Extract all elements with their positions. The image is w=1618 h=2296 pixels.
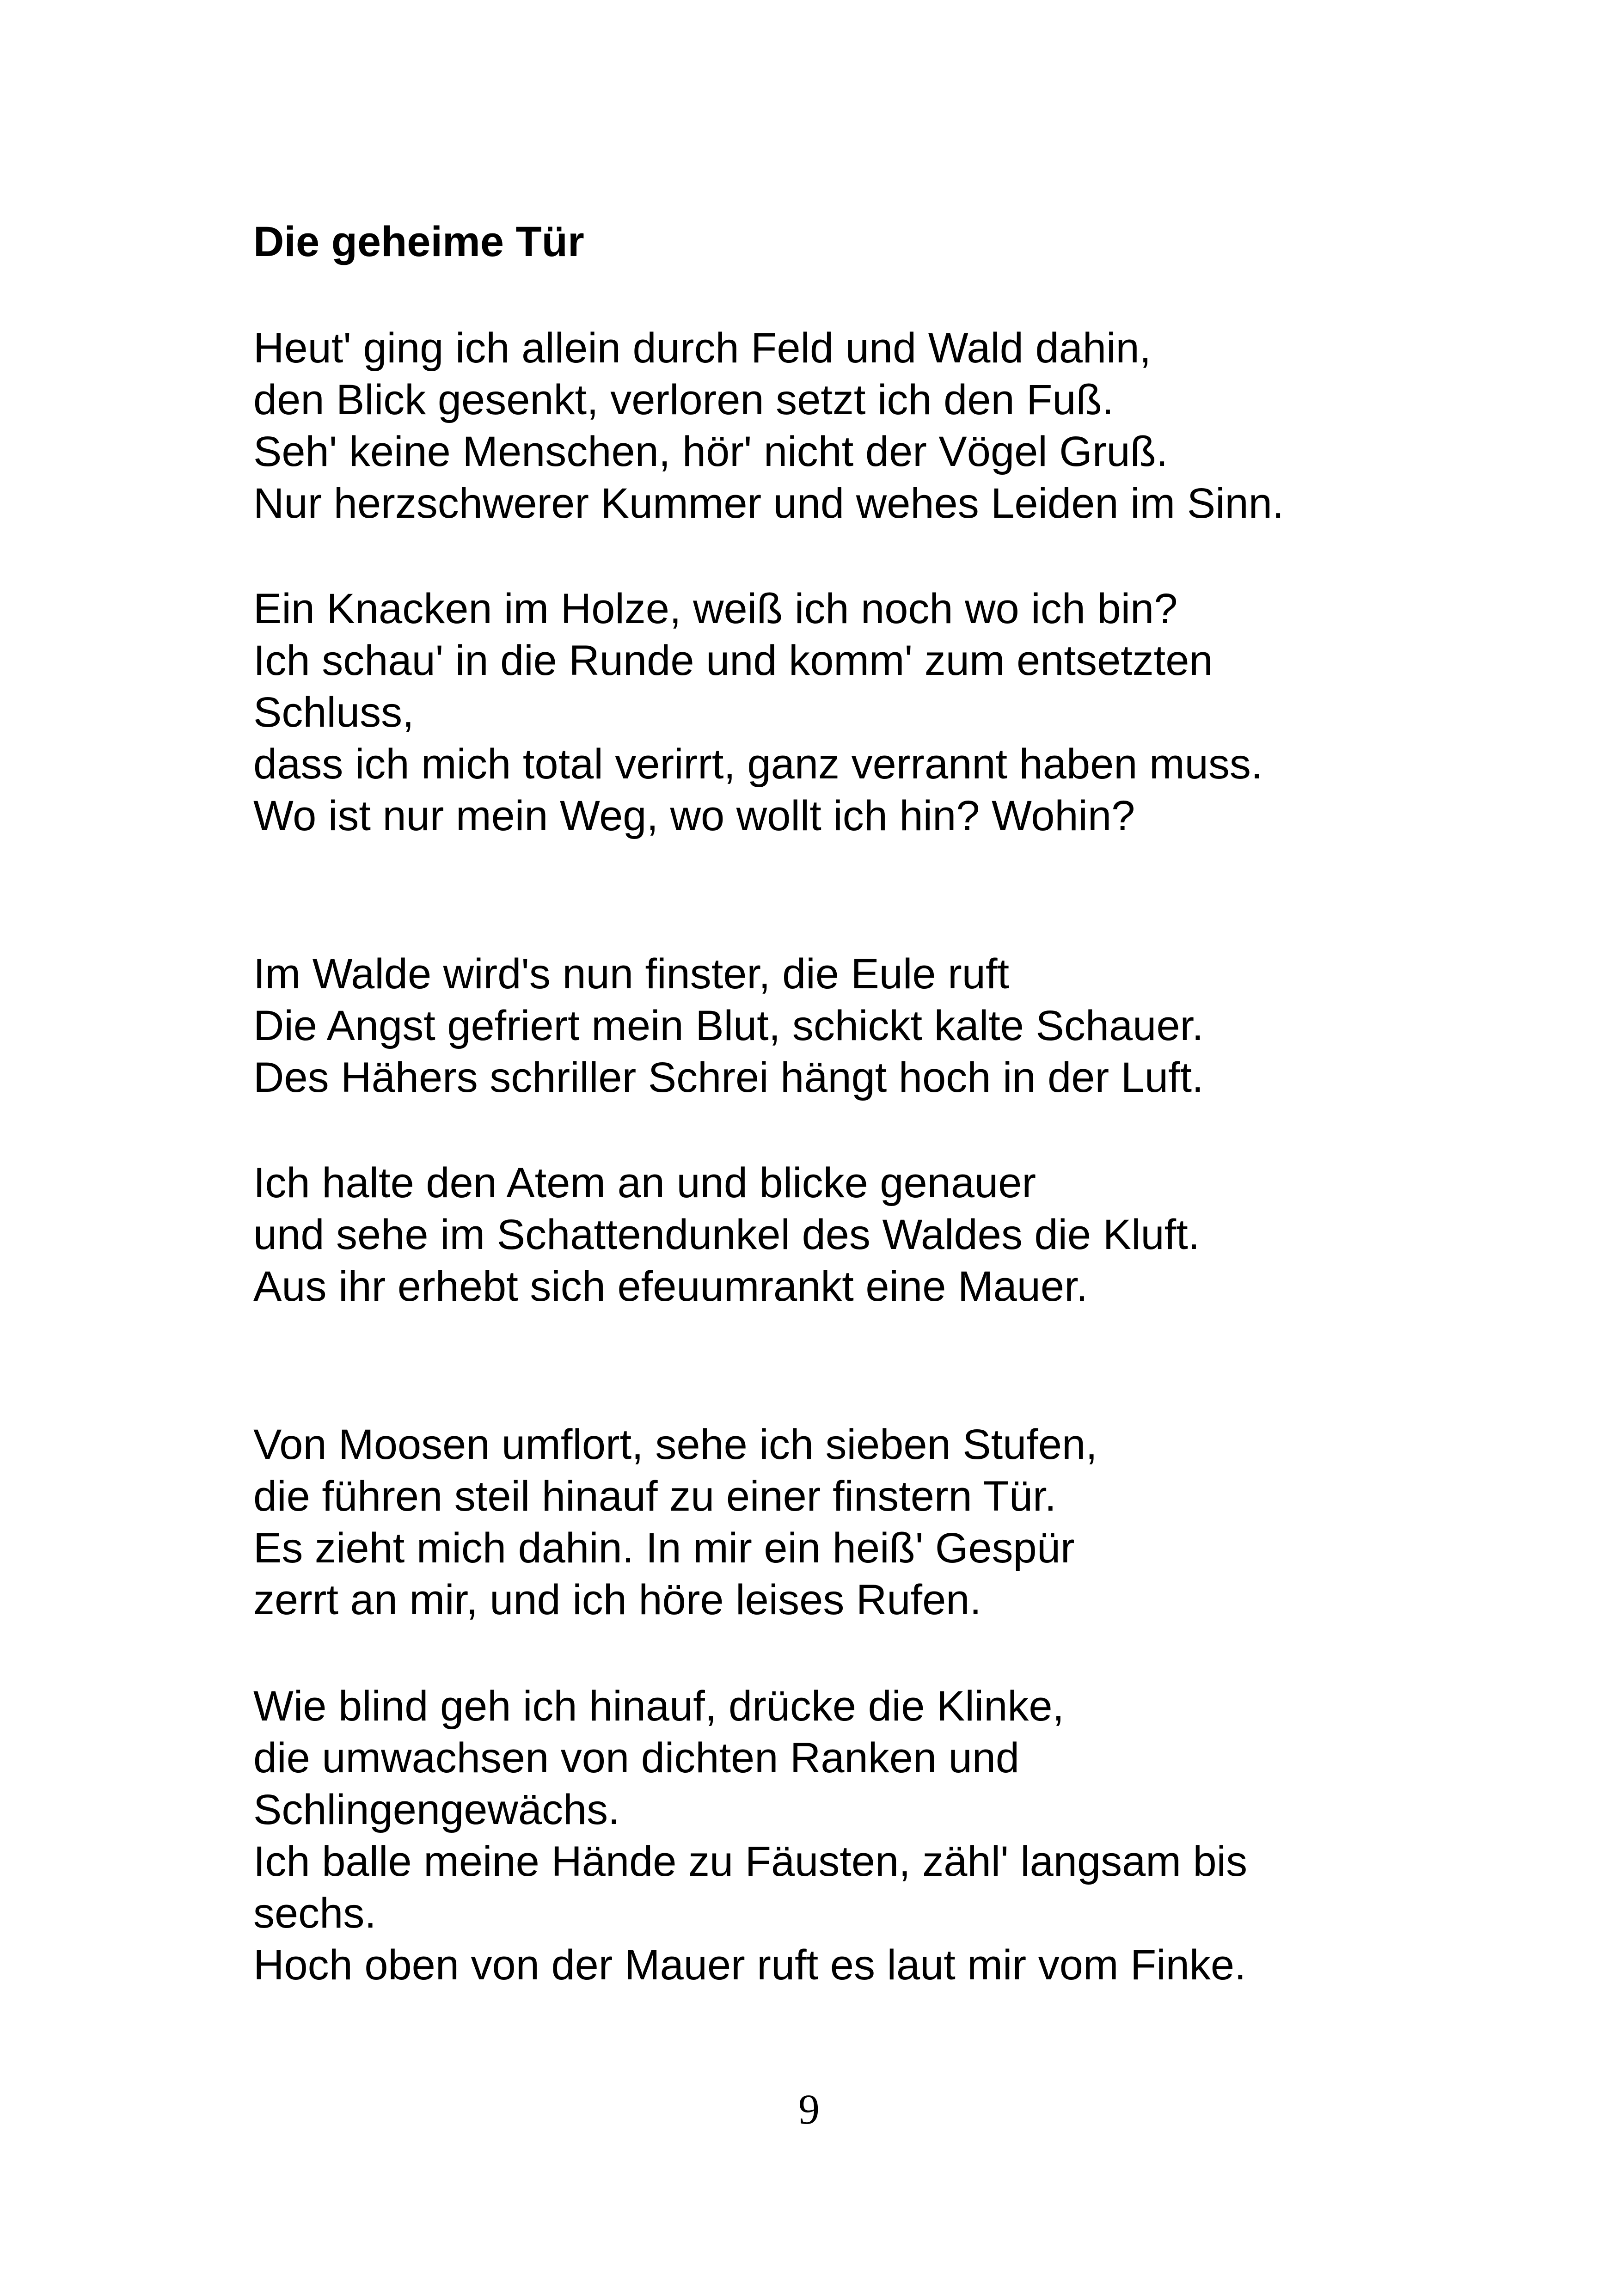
poem-line: Seh' keine Menschen, hör' nicht der Vögel Gruß. [253,428,1168,475]
poem-line: und sehe im Schattendunkel des Waldes die Kluft. [253,1211,1200,1258]
poem-title: Die geheime Tür [253,218,584,265]
poem-line: Es zieht mich dahin. In mir ein heiß' Gespür [253,1525,1075,1572]
poem-line: den Blick gesenkt, verloren setzt ich den Fuß. [253,376,1114,423]
poem-line: Die Angst gefriert mein Blut, schickt kalte Schauer. [253,1002,1204,1049]
poem-line: Wo ist nur mein Weg, wo wollt ich hin? Wohin? [253,792,1135,839]
poem-line: Hoch oben von der Mauer ruft es laut mir vom Finke. [253,1941,1246,1989]
poem-line: zerrt an mir, und ich höre leises Rufen. [253,1576,981,1623]
poem-line: Ich schau' in die Runde und komm' zum entsetzten [253,637,1213,684]
poem-line: Im Walde wird's nun finster, die Eule ruft [253,950,1010,998]
poem-line: sechs. [253,1890,376,1937]
poem-line: die führen steil hinauf zu einer finstern Tür. [253,1473,1057,1520]
poem-line: Von Moosen umflort, sehe ich sieben Stufen, [253,1421,1097,1468]
poem-line: Aus ihr erhebt sich efeuumrankt eine Mauer. [253,1263,1088,1310]
poem-line: Schlingengewächs. [253,1786,620,1833]
poem-line: Schluss, [253,689,414,736]
poem-line: dass ich mich total verirrt, ganz verrannt haben muss. [253,741,1263,788]
poem-line: Ein Knacken im Holze, weiß ich noch wo ich bin? [253,585,1178,632]
poem-line: Wie blind geh ich hinauf, drücke die Klinke, [253,1683,1065,1730]
poem-line: Ich halte den Atem an und blicke genauer [253,1159,1036,1206]
poem-line: Ich balle meine Hände zu Fäusten, zähl' langsam bis [253,1838,1248,1885]
page-number: 9 [798,2086,820,2133]
poem-line: die umwachsen von dichten Ranken und [253,1734,1020,1782]
poem-line: Heut' ging ich allein durch Feld und Wald dahin, [253,325,1152,372]
poem-line: Des Hähers schriller Schrei hängt hoch in der Luft. [253,1054,1204,1101]
poem-line: Nur herzschwerer Kummer und wehes Leiden im Sinn. [253,480,1284,527]
